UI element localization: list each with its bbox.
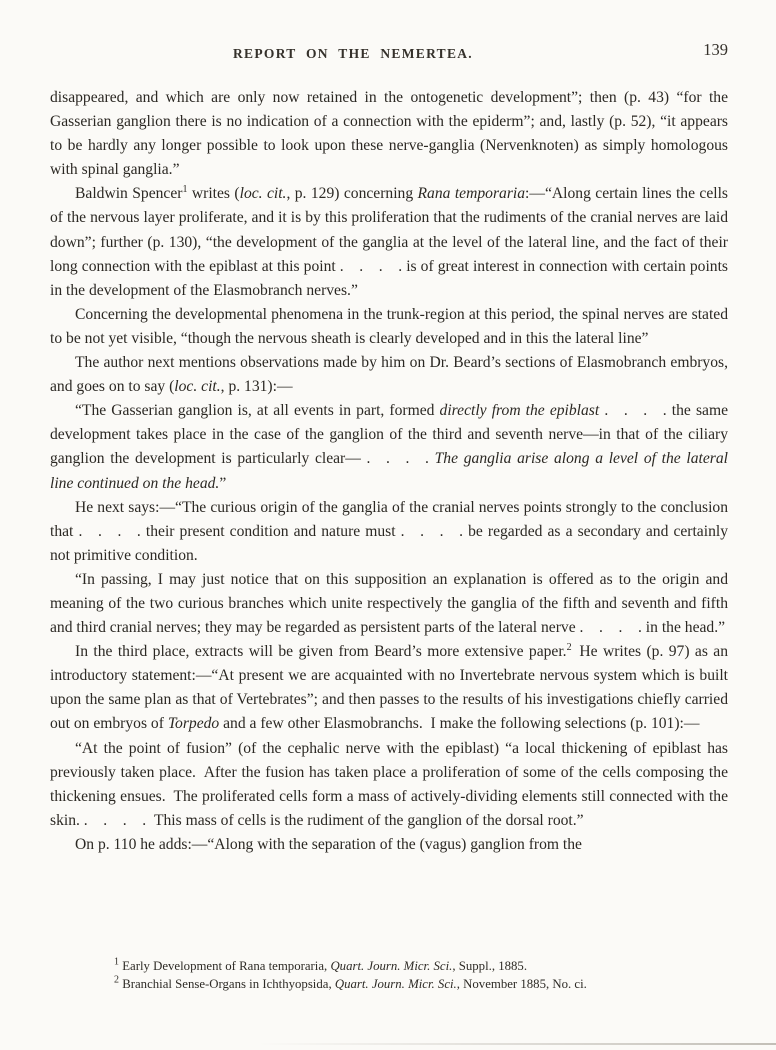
footnote-marker: 1 bbox=[182, 184, 188, 196]
text-run: “In passing, I may just notice that on this supposition an explanation is offered as to the origin and meaning of the two curious branches which unite respectively the ganglia of the fifth and seventh and fifth and third cranial nerves; they may be regarded as persistent parts of the lateral nerve . . . . in the head.” bbox=[50, 570, 728, 637]
footnote-marker: 1 bbox=[114, 956, 119, 968]
text-run: writes ( bbox=[187, 185, 240, 203]
paragraph bbox=[50, 640, 728, 736]
text-run: Torpedo bbox=[167, 715, 220, 733]
paragraph bbox=[50, 496, 728, 568]
text-run: Quart. Journ. Micr. Sci. bbox=[330, 959, 453, 973]
text-run: “At the point of fusion” (of the cephalic nerve with the epiblast) “a local thickening of epiblast has previously taken place. After the fusion has taken place a proliferation of some of the cells composing the thickening ensues. The proliferated cells form a mass of actively-dividing elements still connected with the skin. . . . . This mass of cells is the rudiment of the ganglion of the dorsal root.” bbox=[50, 739, 728, 829]
paragraph bbox=[50, 737, 728, 833]
text-run: loc. cit. bbox=[174, 378, 221, 396]
page-number: 139 bbox=[703, 40, 728, 59]
text-run: Concerning the developmental phenomena in the trunk-region at this period, the spinal nerves are stated to be not yet visible, “though the nervous sheath is clearly developed and in this the lateral line” bbox=[50, 305, 728, 347]
text-run: , November 1885, No. ci. bbox=[456, 976, 587, 991]
footnotes bbox=[114, 958, 716, 993]
text-run: Quart. Journ. Micr. Sci. bbox=[334, 976, 457, 991]
paragraph bbox=[50, 182, 728, 302]
running-head-title: REPORT ON THE NEMERTEA. bbox=[233, 46, 473, 61]
text-run: and a few other Elasmobranchs. I make the following selections (p. 101):— bbox=[219, 715, 700, 733]
text-run: “The Gasserian ganglion is, at all events in part, formed bbox=[75, 402, 440, 420]
text-run: . . . . the same development takes place in the case of the ganglion of the third and seventh nerve—in that of the ciliary ganglion the development is particularly clear— . . . . bbox=[50, 402, 728, 468]
text-run: , p. 131):— bbox=[220, 378, 293, 396]
text-run: He next says:—“The curious origin of the ganglia of the cranial nerves points strongly to the conclusion that . . . . their present condition and nature must . . . . be regarded as a secondary and certainly not primitive condition. bbox=[50, 498, 728, 564]
text-run: In the third place, extracts will be given from Beard’s more extensive paper. bbox=[75, 643, 567, 661]
text-run: On p. 110 he adds:—“Along with the separation of the (vagus) ganglion from the bbox=[75, 835, 582, 853]
text-run: Branchial Sense-Organs in Ichthyopsida, bbox=[119, 976, 335, 991]
text-run: Early Development of Rana temporaria, bbox=[119, 959, 331, 973]
paragraph bbox=[50, 568, 728, 640]
text-run: disappeared, and which are only now retained in the ontogenetic development”; then (p. 43) “for the Gasserian ganglion there is no indication of a connection with the epiderm”; and, lastly (p. 52), “it appears to be hardly any longer possible to look upon these nerve-ganglia (Nervenknoten) as simply homologous with spinal ganglia.” bbox=[50, 89, 728, 179]
footnote-marker: 2 bbox=[566, 641, 572, 653]
footnote-marker: 2 bbox=[114, 974, 119, 986]
paragraph bbox=[50, 351, 728, 399]
page-body bbox=[50, 86, 728, 857]
text-run: :—“Along certain lines the cells of the nervous layer proliferate, and it is by this proliferation that the rudiments of the cranial nerves are laid down”; further (p. 130), “the development of the ganglia at the level of the lateral line, and the fact of their long connection with the epiblast at this point . . . . is of great interest in connection with certain points in the development of the Elasmobranch nerves.” bbox=[50, 185, 728, 299]
text-run: , p. 129) concerning bbox=[286, 185, 418, 203]
text-run: , Suppl., 1885. bbox=[452, 959, 528, 973]
text-run: loc. cit. bbox=[239, 185, 287, 203]
scan-edge-artifact bbox=[258, 1043, 776, 1045]
text-run: The ganglia arise along a level of the lateral line continued on the head. bbox=[50, 450, 728, 492]
text-run: He writes (p. 97) as an introductory statement:—“At present we are acquainted with no Invertebrate nervous system which is built upon the same plan as that of Vertebrates”; and then passes to the results of his investigations chiefly carried out on embryos of bbox=[50, 643, 729, 733]
footnote bbox=[114, 976, 716, 994]
paragraph bbox=[50, 86, 728, 182]
text-run: The author next mentions observations made by him on Dr. Beard’s sections of Elasmobranch embryos, and goes on to say ( bbox=[50, 354, 728, 396]
paragraph bbox=[50, 303, 728, 351]
paragraph bbox=[50, 399, 728, 495]
footnote bbox=[114, 958, 716, 976]
text-run: Baldwin Spencer bbox=[75, 185, 183, 203]
paragraph bbox=[50, 833, 728, 857]
text-run: ” bbox=[219, 474, 227, 492]
text-run: Rana temporaria bbox=[417, 185, 526, 203]
text-run: directly from the epiblast bbox=[439, 402, 600, 420]
